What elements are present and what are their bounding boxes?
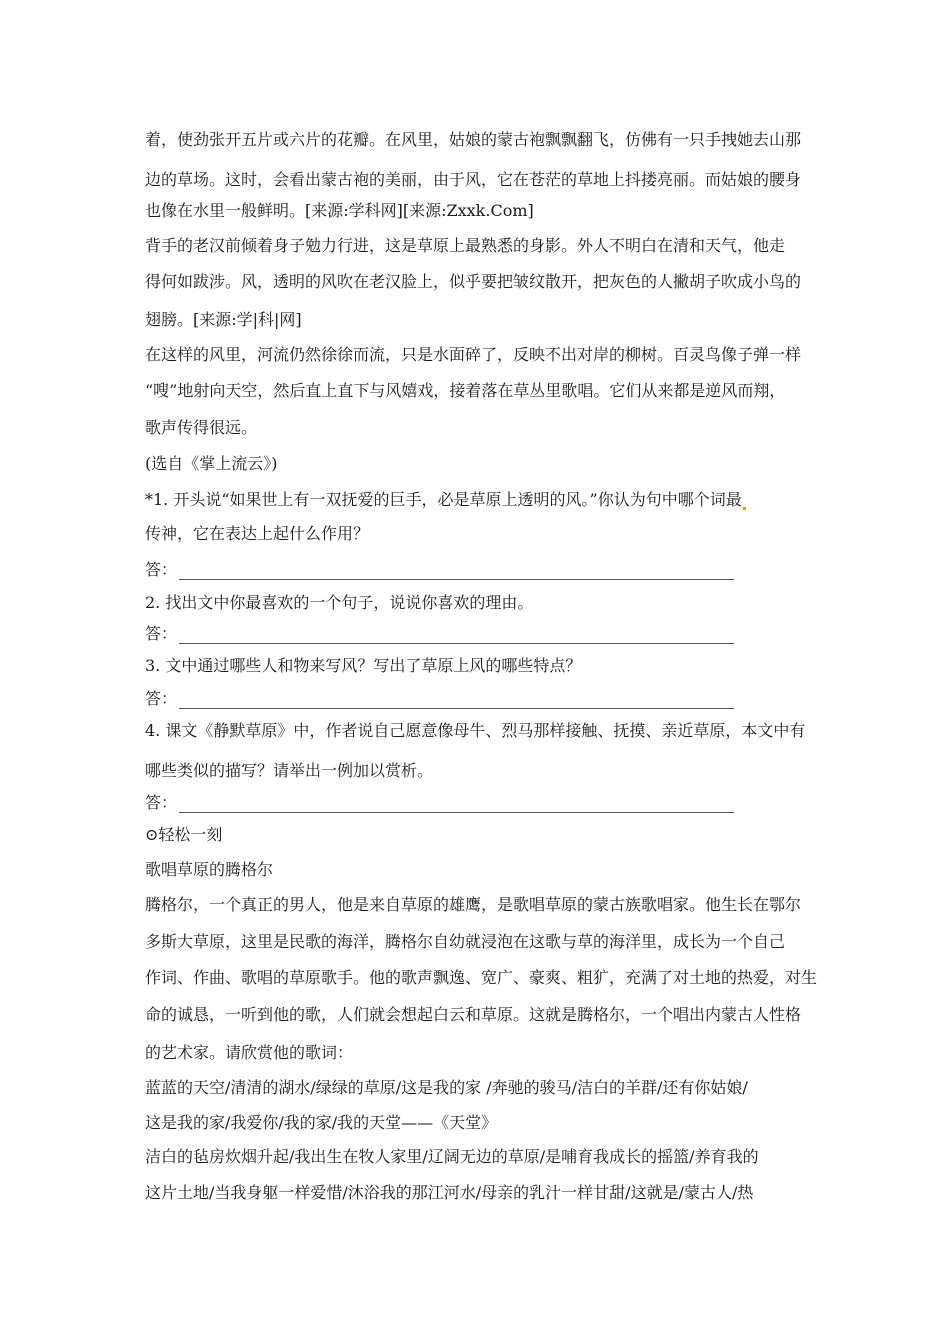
passage-line: 也像在水里一般鲜明。[来源:学科网][来源:Zxxk.Com]	[145, 201, 534, 220]
answer-label: 答：	[145, 624, 178, 643]
article-line: 的艺术家。请欣赏他的歌词：	[145, 1043, 354, 1062]
article-line: 腾格尔，一个真正的男人，他是来自草原的雄鹰，是歌唱草原的蒙古族歌唱家。他生长在鄂尔	[145, 895, 802, 914]
lyric-line: 这是我的家/我爱你/我的家/我的天堂——《天堂》	[145, 1113, 498, 1132]
marker-dot	[743, 507, 746, 510]
passage-line: 在这样的风里，河流仍然徐徐而流，只是水面碎了，反映不出对岸的柳树。百灵鸟像子弹一样	[145, 345, 802, 364]
answer-label: 答：	[145, 689, 178, 708]
passage-line: 歌声传得很远。	[145, 418, 258, 437]
answer-label: 答：	[145, 793, 178, 812]
lyric-line: 这片土地/当我身躯一样爱惜/沐浴我的那江河水/母亲的乳汁一样甘甜/这就是/蒙古人/热	[145, 1183, 754, 1202]
answer-blank-1[interactable]	[179, 563, 734, 580]
question-4: 4. 课文《静默草原》中，作者说自己愿意像母牛、烈马那样接触、抚摸、亲近草原，本文中有	[145, 721, 806, 740]
answer-row-4	[145, 793, 734, 813]
article-line: 命的诚恳，一听到他的歌，人们就会想起白云和草原。这就是腾格尔，一个唱出内蒙古人性格	[145, 1005, 802, 1024]
answer-label: 答：	[145, 560, 178, 579]
question-1-continued: 传神，它在表达上起什么作用？	[145, 524, 370, 543]
answer-row-2	[145, 624, 734, 644]
question-1-text: *1. 开头说“如果世上有一双抚爱的巨手，必是草原上透明的风。”你认为句中哪个词最	[145, 490, 742, 509]
answer-row-3	[145, 689, 734, 709]
passage-line: 边的草场。这时，会看出蒙古袍的美丽，由于风，它在苍茫的草地上抖搂亮丽。而姑娘的腰身	[145, 170, 802, 189]
question-2: 2. 找出文中你最喜欢的一个句子，说说你喜欢的理由。	[145, 593, 534, 612]
passage-line: 背手的老汉前倾着身子勉力行进，这是草原上最熟悉的身影。外人不明白在清和天气，他走	[145, 236, 786, 255]
article-line: 多斯大草原，这里是民歌的海洋，腾格尔自幼就浸泡在这歌与草的海洋里，成长为一个自己	[145, 932, 786, 951]
article-line: 作词、作曲、歌唱的草原歌手。他的歌声飘逸、宽广、豪爽、粗犷，充满了对土地的热爱，对生	[145, 968, 818, 987]
answer-blank-2[interactable]	[179, 627, 734, 644]
passage-line: 得何如跋涉。风，透明的风吹在老汉脸上，似乎要把皱纹散开，把灰色的人撇胡子吹成小鸟的	[145, 272, 802, 291]
question-3: 3. 文中通过哪些人和物来写风？写出了草原上风的哪些特点？	[145, 656, 582, 675]
answer-blank-3[interactable]	[179, 692, 734, 709]
article-title: 歌唱草原的腾格尔	[145, 860, 274, 879]
question-1	[145, 490, 747, 510]
passage-line: 翅膀。[来源:学|科|网]	[145, 310, 302, 329]
lyric-line: 洁白的毡房炊烟升起/我出生在牧人家里/辽阔无边的草原/是哺育我成长的摇篮/养育我的	[145, 1147, 759, 1166]
section-heading: ⊙轻松一刻	[145, 825, 223, 844]
question-4-continued: 哪些类似的描写？请举出一例加以赏析。	[145, 761, 434, 780]
answer-row-1	[145, 560, 734, 580]
passage-line: “嗖”地射向天空，然后直上直下与风嬉戏，接着落在草丛里歌唱。它们从来都是逆风而翔，	[145, 381, 786, 400]
answer-blank-4[interactable]	[179, 796, 734, 813]
source-note: (选自《掌上流云》)	[145, 454, 278, 473]
lyric-line: 蓝蓝的天空/清清的湖水/绿绿的草原/这是我的家 /奔驰的骏马/洁白的羊群/还有你姑娘/	[145, 1078, 748, 1097]
passage-line: 着，使劲张开五片或六片的花瓣。在风里，姑娘的蒙古袍飘飘翻飞，仿佛有一只手拽她去山那	[145, 130, 802, 149]
